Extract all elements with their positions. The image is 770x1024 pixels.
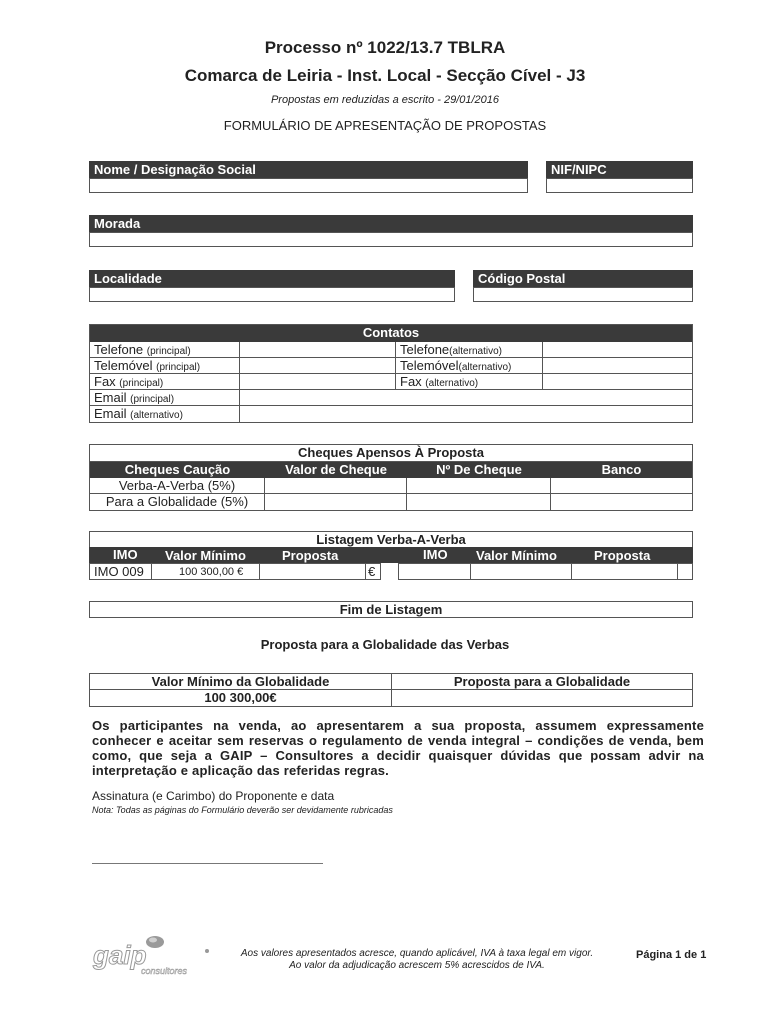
listing-col-proposta-2: Proposta	[594, 548, 651, 563]
cheques-row-verba: Verba-A-Verba (5%)	[90, 478, 265, 494]
locality-label: Localidade	[89, 270, 455, 287]
cheque-global-banco-field[interactable]	[551, 494, 692, 510]
cheques-col-valor: Valor de Cheque	[265, 462, 407, 478]
fax-main-label: Fax (principal)	[90, 374, 240, 390]
cheques-col-caucao: Cheques Caução	[90, 462, 265, 478]
email-alt-field[interactable]	[240, 406, 692, 422]
signature-note: Nota: Todas as páginas do Formulário deverão ser devidamente rubricadas	[92, 805, 393, 815]
email-main-field[interactable]	[240, 390, 692, 406]
cheque-verba-numero-field[interactable]	[407, 478, 551, 494]
footer-notes	[222, 948, 612, 972]
phone-main-label: Telefone (principal)	[90, 342, 240, 358]
fax-alt-field[interactable]	[543, 374, 692, 390]
cheque-verba-banco-field[interactable]	[551, 478, 692, 494]
gaip-logo-text: gaip	[93, 940, 147, 970]
nif-label: NIF/NIPC	[546, 161, 693, 178]
signature-label: Assinatura (e Carimbo) do Proponente e data	[92, 789, 335, 803]
email-alt-label: Email (alternativo)	[90, 406, 240, 422]
gaip-logo-sub: consultores	[141, 966, 188, 976]
listing-col-imo-2: IMO	[423, 547, 448, 562]
name-field[interactable]	[89, 178, 528, 193]
cheques-title: Cheques Apensos À Proposta	[90, 445, 692, 462]
listing-row-valor: 100 300,00 €	[152, 564, 260, 579]
listing-header	[89, 547, 693, 563]
name-label: Nome / Designação Social	[89, 161, 528, 178]
listing-title-box	[89, 531, 693, 548]
phone-alt-label: Telefone(alternativo)	[396, 342, 543, 358]
globality-proposal-field[interactable]	[392, 690, 692, 706]
listing-row2-proposta-field[interactable]	[572, 564, 678, 579]
cheques-col-numero: Nº De Cheque	[407, 462, 551, 478]
globality-table	[89, 673, 693, 707]
locality-field[interactable]	[89, 287, 455, 302]
listing-row	[89, 563, 381, 580]
phone-main-field[interactable]	[240, 342, 396, 358]
globality-min-label: Valor Mínimo da Globalidade	[90, 674, 392, 690]
phone-alt-field[interactable]	[543, 342, 692, 358]
cheques-table	[89, 444, 693, 511]
end-of-listing: Fim de Listagem	[89, 601, 693, 618]
cheque-global-numero-field[interactable]	[407, 494, 551, 510]
cheques-col-banco: Banco	[551, 462, 692, 478]
footer-line-2: Ao valor da adjudicação acrescem 5% acrescidos de IVA.	[289, 960, 545, 971]
terms-paragraph: Os participantes na venda, ao apresentarem a sua proposta, assumem expressamente conhecer e aceitar sem reservas o regulamento de venda integral – condições de venda, bem como, que seja a GAIP – Consultores a decidir quaisquer dúvidas que possam advir na interpretação e aplicação das referidas regras.	[92, 718, 704, 778]
mobile-main-label: Telemóvel (principal)	[90, 358, 240, 374]
cheque-verba-valor-field[interactable]	[265, 478, 407, 494]
mobile-alt-label: Telemóvel(alternativo)	[396, 358, 543, 374]
page-number: Página 1 de 1	[636, 949, 707, 961]
proposal-date-note: Propostas em reduzidas a escrito - 29/01/2016	[270, 94, 500, 106]
nif-field[interactable]	[546, 178, 693, 193]
cheques-row-globalidade: Para a Globalidade (5%)	[90, 494, 265, 510]
cheque-global-valor-field[interactable]	[265, 494, 407, 510]
listing-row2-valor-field[interactable]	[471, 564, 572, 579]
mobile-alt-field[interactable]	[543, 358, 692, 374]
signature-line[interactable]	[92, 863, 323, 864]
form-title: FORMULÁRIO DE APRESENTAÇÃO DE PROPOSTAS	[223, 118, 547, 133]
listing-row2-imo-field[interactable]	[399, 564, 471, 579]
listing-row-imo: IMO 009	[90, 564, 152, 579]
listing-col-proposta: Proposta	[282, 548, 339, 563]
process-number: Processo nº 1022/13.7 TBLRA	[264, 38, 506, 57]
listing-col-imo: IMO	[113, 547, 138, 562]
globality-title: Proposta para a Globalidade das Verbas	[260, 637, 510, 652]
address-label: Morada	[89, 215, 693, 232]
postal-code-label: Código Postal	[473, 270, 693, 287]
gaip-logo	[91, 934, 211, 976]
fax-alt-label: Fax (alternativo)	[396, 374, 543, 390]
globality-proposal-label: Proposta para a Globalidade	[392, 674, 692, 690]
fax-main-field[interactable]	[240, 374, 396, 390]
listing-col-valor-minimo-2: Valor Mínimo	[476, 548, 557, 563]
listing-row-2	[398, 563, 693, 580]
contacts-title: Contatos	[90, 325, 692, 342]
listing-row-proposta-field[interactable]	[260, 564, 366, 579]
globality-min-value: 100 300,00€	[90, 690, 392, 706]
footer-line-1: Aos valores apresentados acresce, quando aplicável, IVA à taxa legal em vigor.	[240, 948, 594, 959]
euro-sign: €	[368, 564, 376, 579]
address-field[interactable]	[89, 232, 693, 247]
postal-code-field[interactable]	[473, 287, 693, 302]
listing-col-valor-minimo: Valor Mínimo	[165, 548, 246, 563]
contacts-table	[89, 324, 693, 423]
court-title: Comarca de Leiria - Inst. Local - Secção Cível - J3	[184, 66, 586, 85]
listing-title: Listagem Verba-A-Verba	[316, 532, 466, 547]
mobile-main-field[interactable]	[240, 358, 396, 374]
gaip-logo-mark	[91, 934, 211, 976]
email-main-label: Email (principal)	[90, 390, 240, 406]
